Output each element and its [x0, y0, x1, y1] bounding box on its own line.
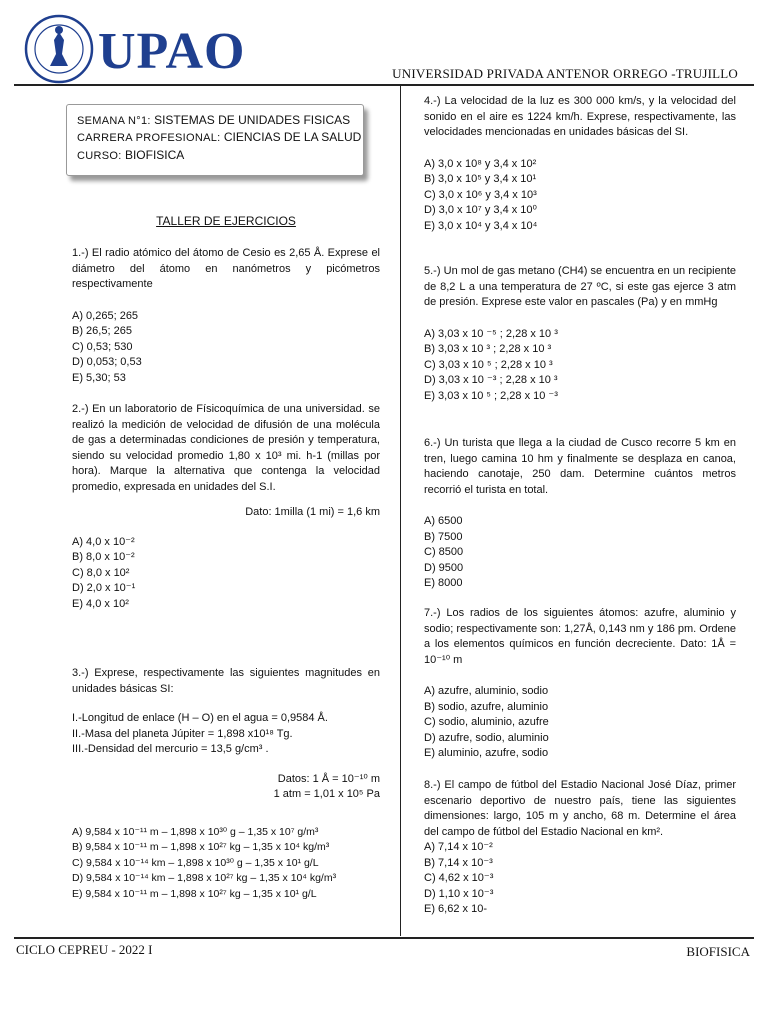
- question-7: [424, 606, 736, 762]
- question-text: 2.-) En un laboratorio de Físicoquímica de una universidad. se realizó la medición de velocidad de difusión de una molécula de gas a determinadas condiciones de presión y temperatura, siendo su velocidad promedio 1,80 x 10³ mi. h-1 (millas por hora). Marque la alternativa que contenga la velocidad promedio, expresada en unidades del S.I.: [72, 403, 380, 493]
- option-b: B) 9,584 x 10⁻¹¹ m – 1,898 x 10²⁷ kg – 1,35 x 10⁴ kg/m³: [72, 841, 330, 853]
- option-c: C) 4,62 x 10⁻³: [424, 872, 494, 884]
- option-e: E) 6,62 x 10-: [424, 903, 487, 915]
- brand-wordmark: UPAO: [98, 23, 246, 80]
- question-3: [72, 666, 380, 902]
- option-c: C) 8500: [424, 546, 464, 558]
- question-1: [72, 246, 380, 386]
- option-a: A) 3,03 x 10 ⁻⁵ ; 2,28 x 10 ³: [424, 327, 558, 340]
- option-a: A) azufre, aluminio, sodio: [424, 685, 549, 697]
- carrera-value: CIENCIAS DE LA SALUD: [223, 130, 362, 144]
- option-b: B) sodio, azufre, aluminio: [424, 700, 549, 713]
- semana-value: SISTEMAS DE UNIDADES FISICAS: [154, 113, 351, 127]
- option-c: C) 3,03 x 10 ⁵ ; 2,28 x 10 ³: [424, 358, 553, 371]
- option-c: C) 9,584 x 10⁻¹⁴ km – 1,898 x 10³⁰ g – 1,35 x 10¹ g/L: [72, 856, 319, 869]
- column-divider: [400, 86, 401, 936]
- option-d: D) azufre, sodio, aluminio: [424, 731, 549, 744]
- worksheet-title: TALLER DE EJERCICIOS: [156, 214, 296, 228]
- option-a: A) 9,584 x 10⁻¹¹ m – 1,898 x 10³⁰ g – 1,35 x 10⁷ g/m³: [72, 825, 319, 838]
- question-6: [424, 436, 736, 592]
- option-c: C) 3,0 x 10⁶ y 3,4 x 10³: [424, 188, 537, 201]
- university-seal-logo: [24, 14, 94, 84]
- option-e: E) 4,0 x 10²: [72, 597, 129, 610]
- item-iii: III.-Densidad del mercurio = 13,5 g/cm³ .: [72, 743, 269, 755]
- option-e: E) 3,03 x 10 ⁵ ; 2,28 x 10 ⁻³: [424, 389, 558, 402]
- option-d: D) 3,0 x 10⁷ y 3,4 x 10⁰: [424, 204, 537, 216]
- dato-note-2: 1 atm = 1,01 x 10⁵ Pa: [273, 788, 380, 800]
- item-ii: II.-Masa del planeta Júpiter = 1,898 x10¹⁸ Tg.: [72, 727, 293, 740]
- curso-line: [77, 148, 184, 162]
- option-b: B) 7500: [424, 530, 463, 543]
- option-e: E) 5,30; 53: [72, 371, 126, 384]
- option-a: A) 7,14 x 10⁻²: [424, 841, 493, 853]
- university-name: UNIVERSIDAD PRIVADA ANTENOR ORREGO -TRUJILLO: [392, 66, 738, 81]
- option-b: B) 26,5; 265: [72, 325, 132, 337]
- header-rule: [14, 84, 754, 86]
- option-e: E) 9,584 x 10⁻¹¹ m – 1,898 x 10²⁷ kg – 1,35 x 10¹ g/L: [72, 887, 317, 900]
- footer-course: BIOFISICA: [686, 944, 750, 959]
- question-text: 4.-) La velocidad de la luz es 300 000 km/s, y la velocidad del sonido en el aire es 1224 km/h. Exprese, respectivamente, las velocidades mencionadas en unidades básicas del SI.: [424, 95, 736, 138]
- option-b: B) 3,0 x 10⁵ y 3,4 x 10¹: [424, 173, 537, 185]
- option-e: E) 3,0 x 10⁴ y 3,4 x 10⁴: [424, 219, 538, 232]
- course-info-box: [66, 104, 364, 176]
- option-a: A) 6500: [424, 515, 463, 527]
- option-c: C) sodio, aluminio, azufre: [424, 716, 549, 728]
- question-5: [424, 264, 736, 404]
- dato-note-1: Datos: 1 Å = 10⁻¹⁰ m: [277, 772, 380, 785]
- option-a: A) 4,0 x 10⁻²: [72, 535, 135, 548]
- option-c: C) 8,0 x 10²: [72, 566, 130, 579]
- footer-rule: [14, 937, 754, 939]
- question-text: 6.-) Un turista que llega a la ciudad de Cusco recorre 5 km en tren, luego camina 10 hm y finalmente se desplaza en canoa, haciendo canotaje, 250 dam. Determine cuántos metros recorrió el turista en total.: [424, 437, 736, 496]
- item-i: I.-Longitud de enlace (H – O) en el agua = 0,9584 Å.: [72, 712, 328, 724]
- question-4: [424, 94, 736, 234]
- option-b: B) 8,0 x 10⁻²: [72, 551, 135, 563]
- option-e: E) aluminio, azufre, sodio: [424, 747, 549, 759]
- option-a: A) 3,0 x 10⁸ y 3,4 x 10²: [424, 157, 537, 170]
- dato-note: Dato: 1milla (1 mi) = 1,6 km: [245, 506, 380, 518]
- question-text: 1.-) El radio atómico del átomo de Cesio es 2,65 Å. Exprese el diámetro del átomo en nanómetros y picómetros respectivamente: [72, 247, 380, 290]
- question-text: 5.-) Un mol de gas metano (CH4) se encuentra en un recipiente de 8,2 L a una temperatura de 27 ºC, si este gas ejerce 3 atm de presión. Exprese este valor en pascales (Pa) y en mmHg: [424, 265, 736, 308]
- option-d: D) 2,0 x 10⁻¹: [72, 582, 136, 594]
- option-b: B) 7,14 x 10⁻³: [424, 856, 493, 869]
- question-8: [424, 778, 736, 918]
- curso-value: BIOFISICA: [124, 148, 185, 162]
- carrera-label: CARRERA PROFESIONAL:: [77, 132, 221, 144]
- option-d: D) 3,03 x 10 ⁻³ ; 2,28 x 10 ³: [424, 374, 558, 386]
- option-d: D) 9500: [424, 561, 464, 574]
- curso-label: CURSO:: [77, 150, 122, 162]
- footer-cycle: CICLO CEPREU - 2022 I: [16, 942, 153, 957]
- option-d: D) 1,10 x 10⁻³: [424, 887, 494, 900]
- carrera-line: [77, 130, 361, 144]
- option-e: E) 8000: [424, 577, 463, 589]
- semana-line: [77, 113, 350, 127]
- option-a: A) 0,265; 265: [72, 309, 139, 322]
- option-d: D) 9,584 x 10⁻¹⁴ km – 1,898 x 10²⁷ kg – 1,35 x 10⁴ kg/m³: [72, 872, 337, 884]
- question-text: 7.-) Los radios de los siguientes átomos: azufre, aluminio y sodio; respectivamente son: 1,27Å, 0,143 nm y 186 pm. Ordene a los elementos químicos en función decreciente. Dato: 1Å = 10⁻¹⁰ m: [424, 607, 736, 666]
- option-d: D) 0,053; 0,53: [72, 356, 142, 368]
- option-b: B) 3,03 x 10 ³ ; 2,28 x 10 ³: [424, 343, 552, 355]
- question-2: [72, 402, 380, 612]
- question-text: 3.-) Exprese, respectivamente las siguientes magnitudes en unidades básicas SI:: [72, 667, 380, 695]
- option-c: C) 0,53; 530: [72, 340, 133, 353]
- question-text: 8.-) El campo de fútbol del Estadio Nacional José Díaz, primer escenario deportivo de nuestro país, tiene las siguientes dimensiones: largo, 105 m y ancho, 68 m. Determine el área del campo de fútbol del Estadio Nacional en km².: [424, 779, 736, 838]
- semana-label: SEMANA N°1:: [77, 115, 151, 127]
